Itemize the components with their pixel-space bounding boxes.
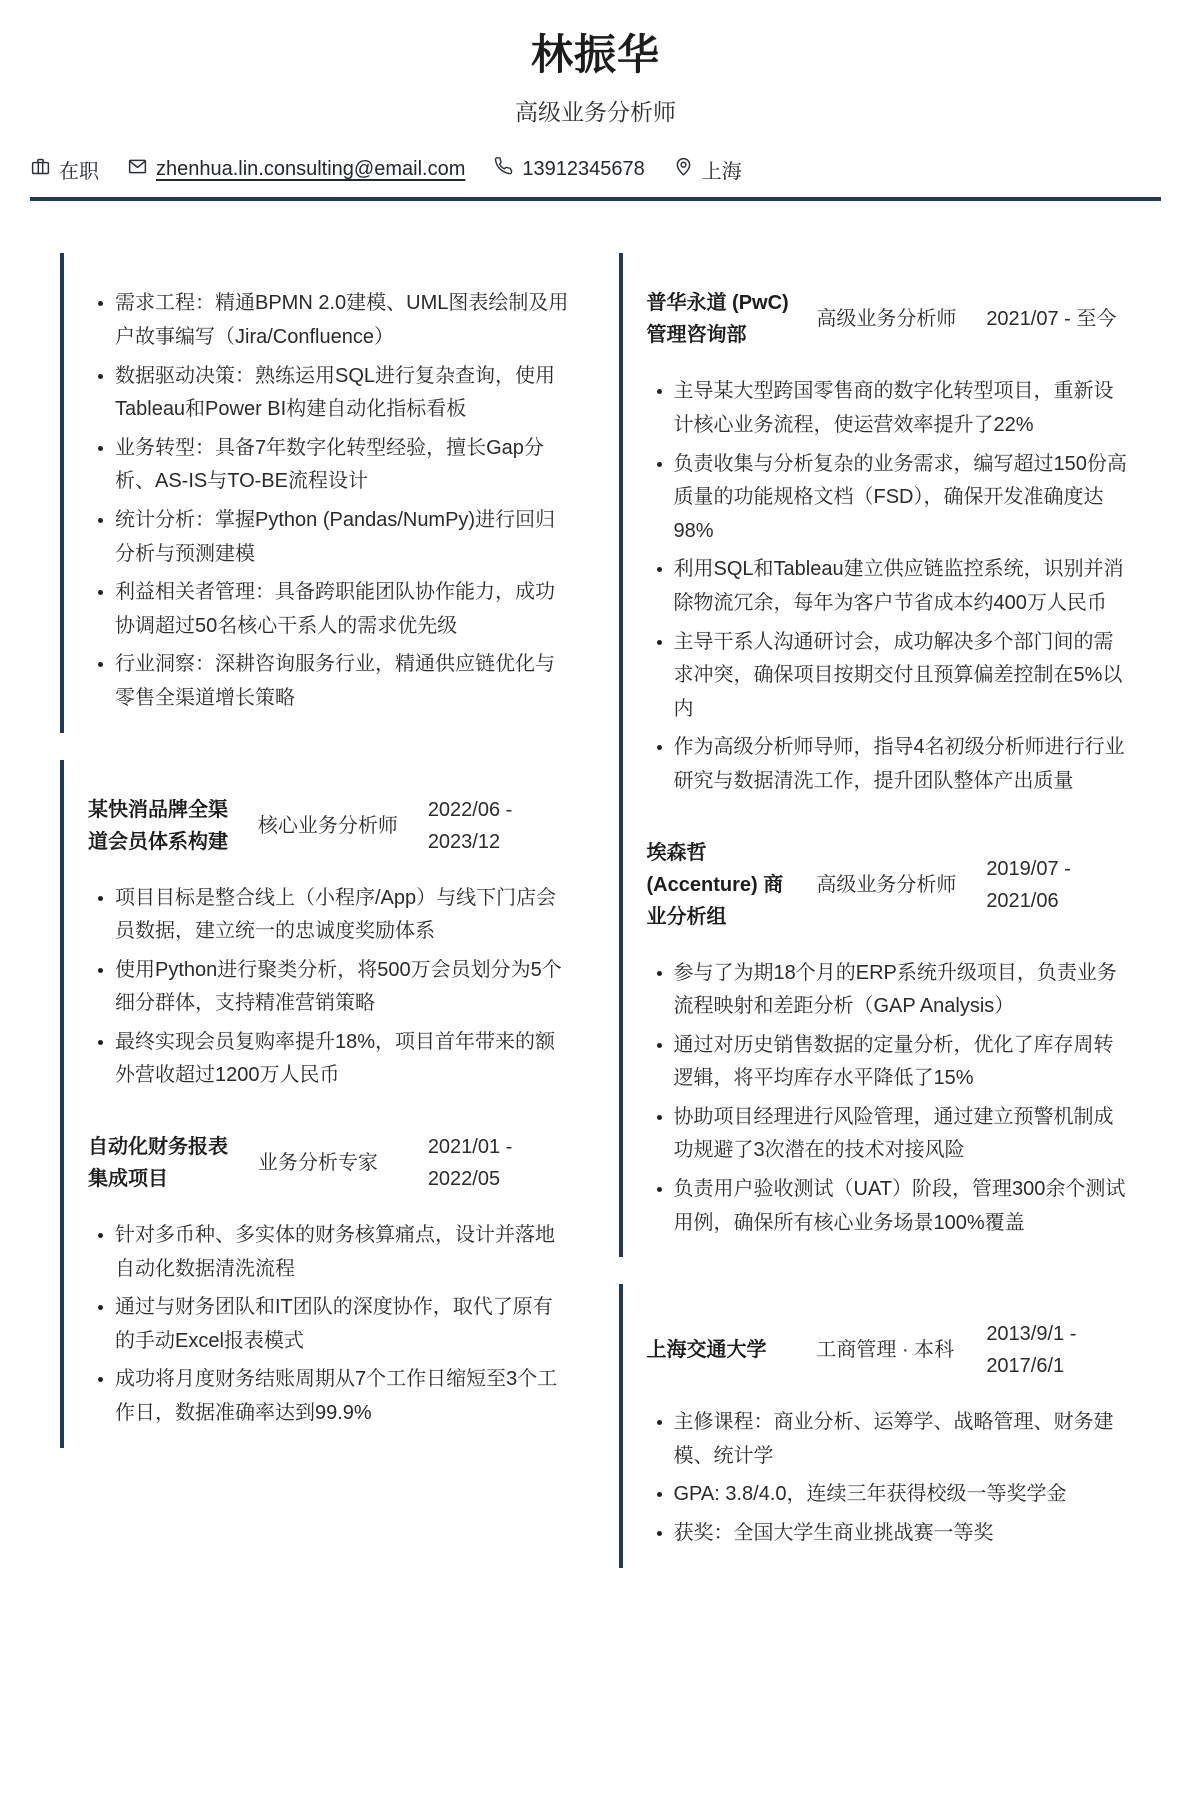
skills-section [60, 253, 573, 732]
skill-item: • 数据驱动决策：熟练运用SQL进行复杂查询，使用Tableau和Power BI构建自动化指标看板 [115, 360, 573, 427]
location-pin-icon [673, 156, 694, 183]
project-bullet: • 使用Python进行聚类分析，将500万会员划分为5个细分群体，支持精准营销策略 [115, 954, 573, 1021]
project-header [88, 794, 573, 858]
contact-location [673, 155, 742, 184]
contact-phone [493, 156, 644, 183]
job-period: 2021/07 - 至今 [986, 308, 1117, 331]
project-role: 核心业务分析师 [257, 814, 398, 837]
job-bullet: • 参与了为期18个月的ERP系统升级项目，负责业务流程映射和差距分析（GAP Analysis） [674, 957, 1132, 1024]
employment-status-label: 在职 [59, 161, 99, 184]
resume-header [30, 0, 1161, 201]
skill-item: • 利益相关者管理：具备跨职能团队协作能力，成功协调超过50名核心干系人的需求优先级 [115, 576, 573, 643]
project-bullet: • 项目目标是整合线上（小程序/App）与线下门店会员数据，建立统一的忠诚度奖励体系 [115, 882, 573, 949]
skill-item: • 业务转型：具备7年数字化转型经验，擅长Gap分析、AS-IS与TO-BE流程设计 [115, 432, 573, 499]
project-bullet-list [88, 882, 573, 1094]
project-bullet-list [88, 1219, 573, 1431]
experience-section [619, 253, 1132, 1257]
education-section [619, 1284, 1132, 1567]
school-name: 上海交通大学 [646, 1339, 767, 1362]
contact-email [127, 156, 465, 183]
job-role: 高级业务分析师 [816, 873, 957, 896]
job-entry [647, 287, 1132, 798]
projects-section [60, 760, 573, 1448]
job-bullet: • 通过对历史销售数据的定量分析，优化了库存周转逻辑，将平均库存水平降低了15% [674, 1029, 1132, 1096]
project-header [88, 1131, 573, 1195]
project-period: 2021/01 - 2022/05 [427, 1136, 513, 1191]
project-entry [88, 1131, 573, 1431]
job-bullet: • 作为高级分析师导师，指导4名初级分析师进行行业研究与数据清洗工作，提升团队整体产出质量 [674, 731, 1132, 798]
job-header [647, 837, 1132, 933]
briefcase-icon [30, 156, 51, 183]
company-name: 普华永道 (PwC) 管理咨询部 [646, 292, 789, 347]
skill-item: • 统计分析：掌握Python (Pandas/NumPy)进行回归分析与预测建模 [115, 504, 573, 571]
education-bullet: • 获奖：全国大学生商业挑战赛一等奖 [674, 1517, 1132, 1551]
email-link[interactable]: zhenhua.lin.consulting@email.com [156, 158, 466, 181]
job-bullet-list [647, 375, 1132, 798]
skills-list [88, 287, 573, 715]
job-bullet: • 利用SQL和Tableau建立供应链监控系统，识别并消除物流冗余，每年为客户节省成本约400万人民币 [674, 553, 1132, 620]
project-bullet: • 最终实现会员复购率提升18%，项目首年带来的额外营收超过1200万人民币 [115, 1026, 573, 1093]
job-bullet: • 负责用户验收测试（UAT）阶段，管理300余个测试用例，确保所有核心业务场景100%覆盖 [674, 1173, 1132, 1240]
contact-bar [30, 155, 1161, 197]
phone-number: 13912345678 [522, 158, 645, 181]
project-bullet: • 成功将月度财务结账周期从7个工作日缩短至3个工作日，数据准确率达到99.9% [115, 1363, 573, 1430]
resume-body [60, 253, 1131, 1567]
job-period: 2019/07 - 2021/06 [986, 857, 1071, 912]
job-entry [647, 837, 1132, 1241]
left-column [60, 253, 573, 1567]
project-period: 2022/06 - 2023/12 [427, 798, 513, 853]
education-bullet: • GPA: 3.8/4.0，连续三年获得校级一等奖学金 [674, 1478, 1132, 1512]
job-header [647, 287, 1132, 351]
education-period: 2013/9/1 - 2017/6/1 [986, 1323, 1077, 1378]
job-bullet: • 主导干系人沟通研讨会，成功解决多个部门间的需求冲突，确保项目按期交付且预算偏差控制在5%以内 [674, 626, 1132, 727]
job-role: 高级业务分析师 [816, 308, 957, 331]
education-bullet-list [647, 1406, 1132, 1550]
education-entry [647, 1318, 1132, 1550]
job-bullet-list [647, 957, 1132, 1241]
employment-status [30, 155, 99, 184]
envelope-icon [127, 156, 148, 183]
project-name: 自动化财务报表集成项目 [88, 1136, 228, 1191]
project-role: 业务分析专家 [257, 1152, 378, 1175]
project-bullet: • 针对多币种、多实体的财务核算痛点，设计并落地自动化数据清洗流程 [115, 1219, 573, 1286]
degree-label: 工商管理 · 本科 [816, 1339, 955, 1362]
job-title-subtitle: 高级业务分析师 [515, 99, 676, 126]
location-label: 上海 [701, 161, 742, 184]
phone-icon [493, 156, 514, 183]
education-header [647, 1318, 1132, 1382]
education-bullet: • 主修课程：商业分析、运筹学、战略管理、财务建模、统计学 [674, 1406, 1132, 1473]
right-column [619, 253, 1132, 1567]
job-bullet: • 负责收集与分析复杂的业务需求，编写超过150份高质量的功能规格文档（FSD），确保开发准确度达98% [674, 448, 1132, 549]
job-bullet: • 主导某大型跨国零售商的数字化转型项目，重新设计核心业务流程，使运营效率提升了22% [674, 375, 1132, 442]
job-bullet: • 协助项目经理进行风险管理，通过建立预警机制成功规避了3次潜在的技术对接风险 [674, 1101, 1132, 1168]
company-name: 埃森哲 (Accenture) 商业分析组 [646, 841, 784, 928]
project-name: 某快消品牌全渠道会员体系构建 [88, 798, 228, 853]
skill-item: • 行业洞察：深耕咨询服务行业，精通供应链优化与零售全渠道增长策略 [115, 648, 573, 715]
project-entry [88, 794, 573, 1094]
skill-item: • 需求工程：精通BPMN 2.0建模、UML图表绘制及用户故事编写（Jira/Confluence） [115, 287, 573, 354]
page-title: 林振华 [530, 31, 660, 78]
project-bullet: • 通过与财务团队和IT团队的深度协作，取代了原有的手动Excel报表模式 [115, 1291, 573, 1358]
